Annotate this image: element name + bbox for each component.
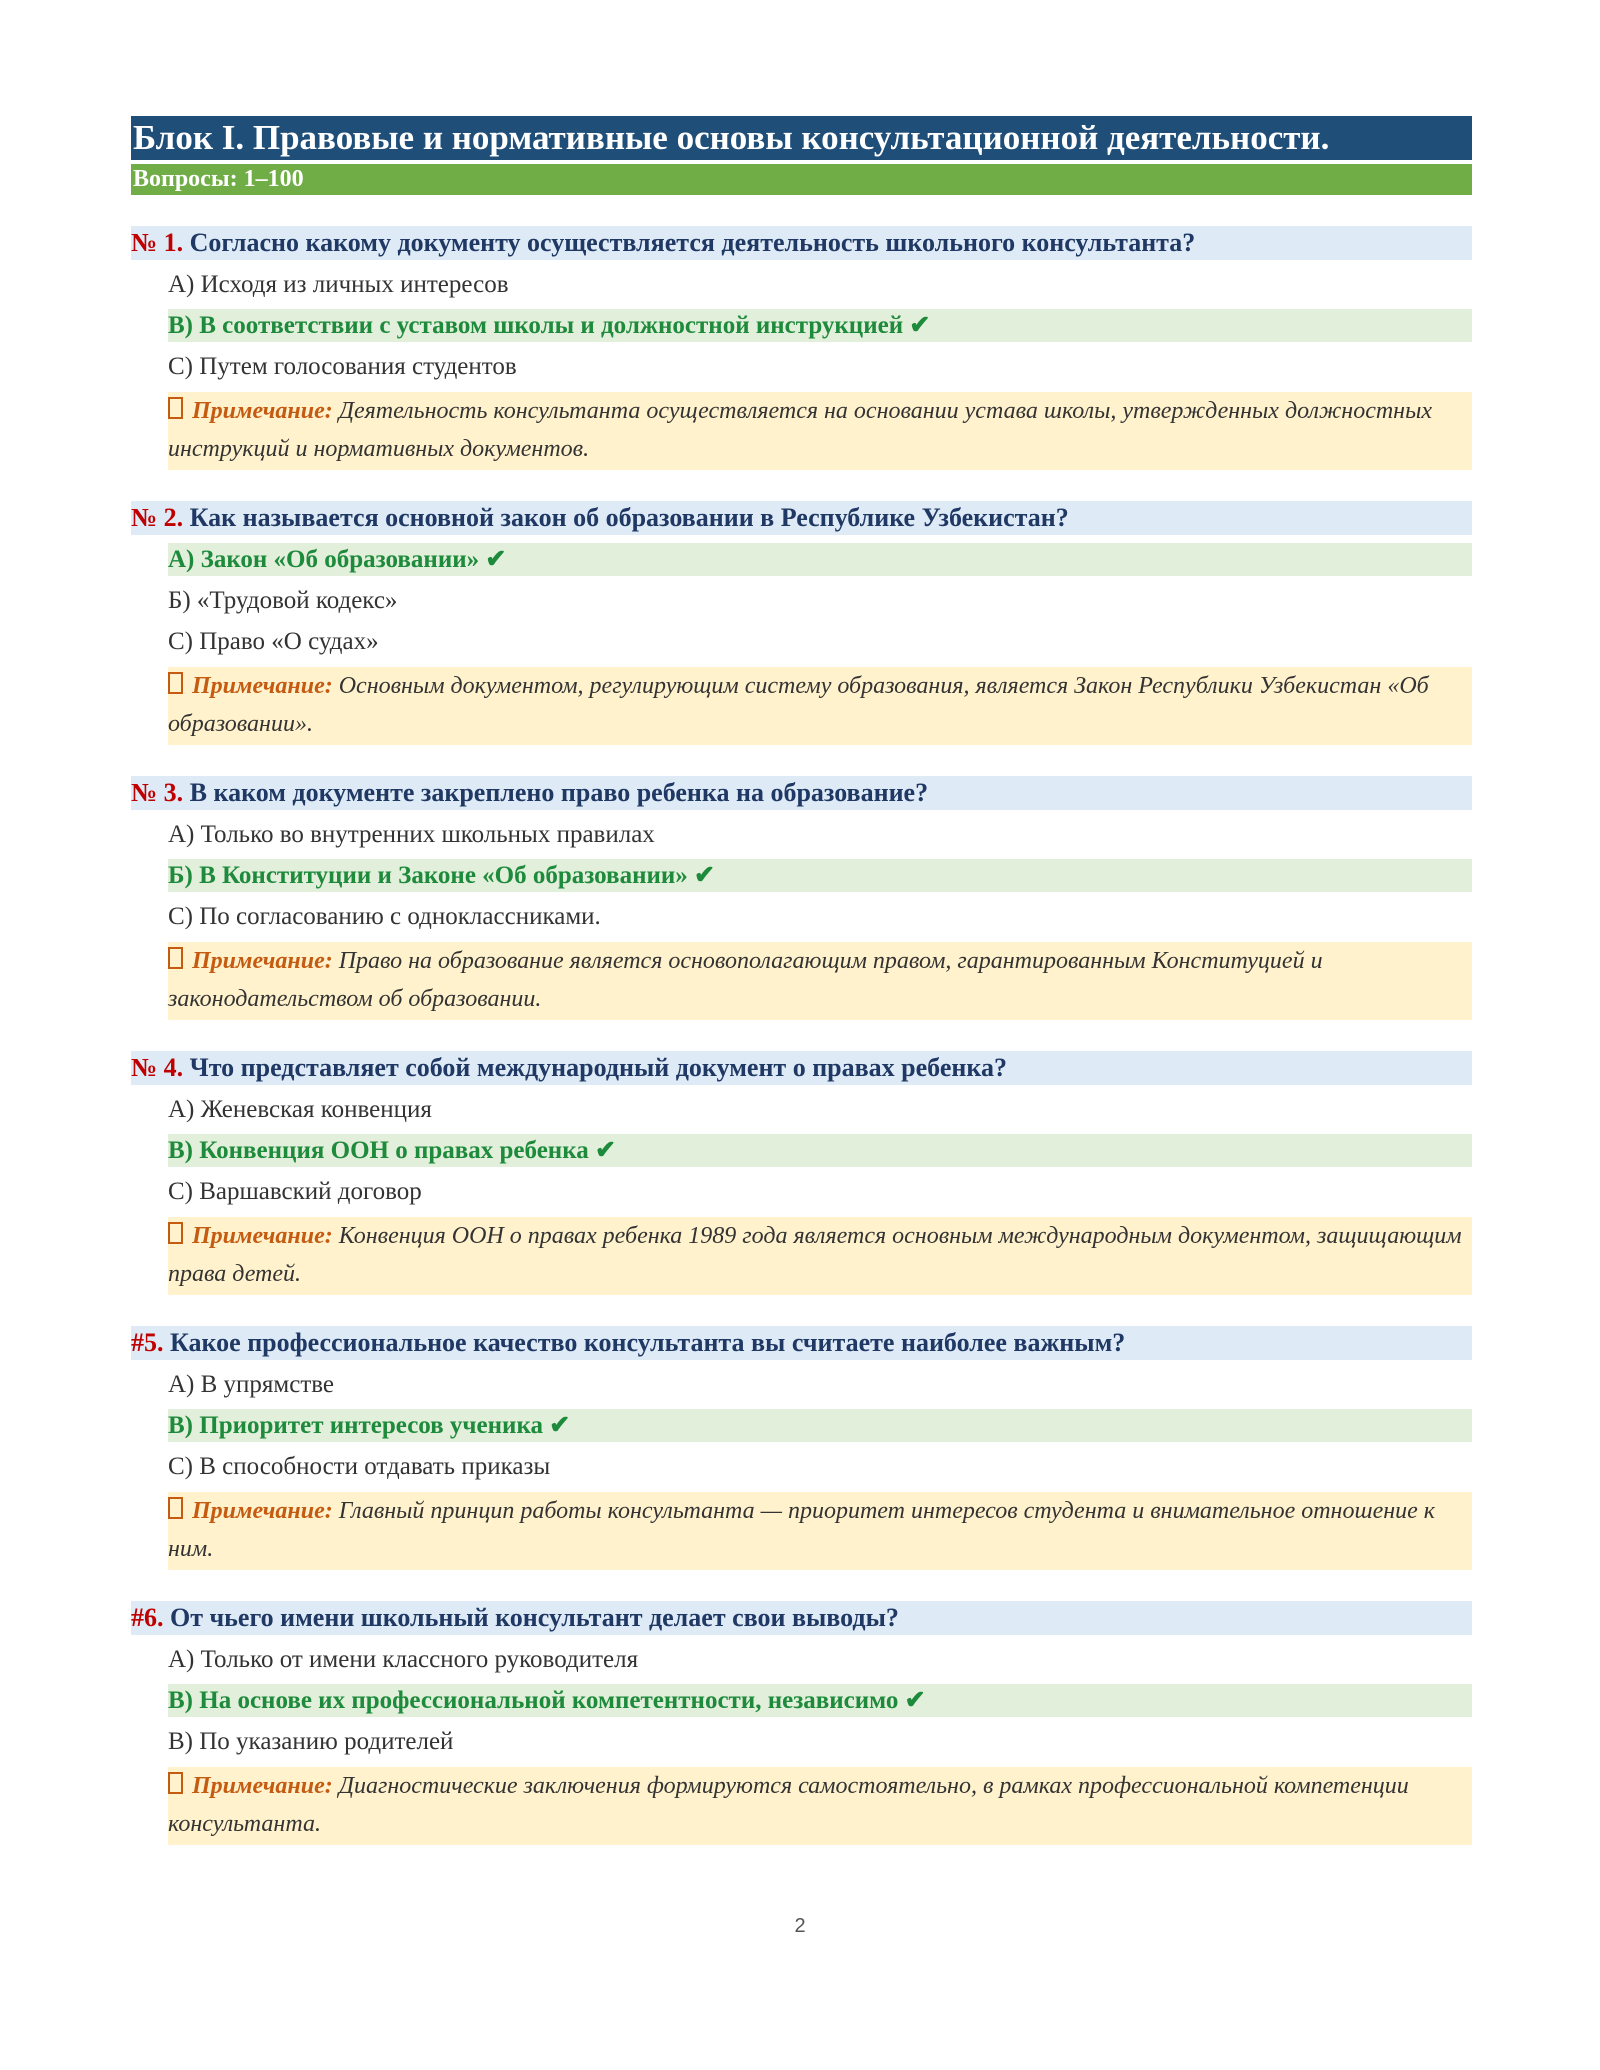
correct-answer-option: В) Конвенция ООН о правах ребенка ✔ — [168, 1134, 1472, 1167]
note-box — [168, 1492, 1472, 1570]
note-text: Главный принцип работы консультанта — приоритет интересов студента и внимательное отношение к ним. — [168, 1498, 1436, 1562]
answer-option: С) В способности отдавать приказы — [168, 1453, 551, 1480]
note-label: Примечание: — [192, 673, 333, 699]
note-box — [168, 1767, 1472, 1845]
question-1 — [131, 226, 1472, 470]
note-label: Примечание: — [192, 1773, 333, 1799]
answer-option: А) Женевская конвенция — [168, 1096, 432, 1123]
correct-answer-option: В) На основе их профессиональной компетентности, независимо ✔ — [168, 1684, 1472, 1717]
question-5 — [131, 1326, 1472, 1570]
question-number: № 2. — [131, 503, 184, 532]
correct-answer-option: А) Закон «Об образовании» ✔ — [168, 543, 1472, 576]
question-number: № 1. — [131, 228, 184, 257]
correct-answer-option: Б) В Конституции и Законе «Об образовании» ✔ — [168, 859, 1472, 892]
note-icon — [168, 1222, 183, 1244]
correct-answer-option: В) В соответствии с уставом школы и должностной инструкцией ✔ — [168, 309, 1472, 342]
question-number: #6. — [131, 1603, 164, 1632]
question-text: Как называется основной закон об образовании в Республике Узбекистан? — [189, 503, 1069, 532]
question-header — [131, 1601, 1472, 1635]
question-header — [131, 1051, 1472, 1085]
question-text: Какое профессиональное качество консультанта вы считаете наиболее важным? — [170, 1328, 1126, 1357]
page-number: 2 — [794, 1915, 806, 1937]
question-4 — [131, 1051, 1472, 1295]
correct-answer-option: В) Приоритет интересов ученика ✔ — [168, 1409, 1472, 1442]
note-icon — [168, 1497, 183, 1519]
answer-option: А) В упрямстве — [168, 1371, 335, 1398]
answer-option: А) Только во внутренних школьных правилах — [168, 821, 655, 848]
note-label: Примечание: — [192, 398, 333, 424]
question-header — [131, 776, 1472, 810]
note-label: Примечание: — [192, 948, 333, 974]
note-box — [168, 667, 1472, 745]
answer-option: Б) «Трудовой кодекс» — [168, 587, 398, 614]
answer-option: А) Исходя из личных интересов — [168, 271, 509, 298]
question-header — [131, 226, 1472, 260]
question-header — [131, 501, 1472, 535]
document-page — [131, 116, 1472, 1845]
answer-option: В) По указанию родителей — [168, 1728, 454, 1755]
answer-option: С) Варшавский договор — [168, 1178, 422, 1205]
block-subtitle: Вопросы: 1–100 — [131, 164, 1472, 195]
block-title: Блок I. Правовые и нормативные основы консультационной деятельности. — [131, 116, 1472, 160]
note-text: Диагностические заключения формируются самостоятельно, в рамках профессиональной компетенции консультанта. — [168, 1773, 1409, 1837]
question-text: Что представляет собой международный документ о правах ребенка? — [189, 1053, 1007, 1082]
question-6 — [131, 1601, 1472, 1845]
note-text: Основным документом, регулирующим систему образования, является Закон Республики Узбекистан «Об образовании». — [168, 673, 1429, 737]
note-label: Примечание: — [192, 1498, 333, 1524]
note-box — [168, 392, 1472, 470]
note-icon — [168, 947, 183, 969]
question-number: № 4. — [131, 1053, 184, 1082]
note-icon — [168, 397, 183, 419]
answer-option: С) Право «О судах» — [168, 628, 379, 655]
question-text: Согласно какому документу осуществляется деятельность школьного консультанта? — [189, 228, 1196, 257]
answer-option: С) По согласованию с одноклассниками. — [168, 903, 601, 930]
note-text: Деятельность консультанта осуществляется на основании устава школы, утвержденных должностных инструкций и нормативных документов. — [168, 398, 1432, 462]
question-number: № 3. — [131, 778, 184, 807]
question-header — [131, 1326, 1472, 1360]
note-icon — [168, 1772, 183, 1794]
note-icon — [168, 672, 183, 694]
question-number: #5. — [131, 1328, 164, 1357]
answer-option: А) Только от имени классного руководителя — [168, 1646, 639, 1673]
question-3 — [131, 776, 1472, 1020]
note-label: Примечание: — [192, 1223, 333, 1249]
answer-option: С) Путем голосования студентов — [168, 353, 517, 380]
question-text: От чьего имени школьный консультант делает свои выводы? — [170, 1603, 899, 1632]
note-box — [168, 942, 1472, 1020]
note-text: Право на образование является основополагающим правом, гарантированным Конституцией и законодательством об образовании. — [168, 948, 1323, 1012]
question-2 — [131, 501, 1472, 745]
question-text: В каком документе закреплено право ребенка на образование? — [189, 778, 929, 807]
note-text: Конвенция ООН о правах ребенка 1989 года является основным международным документом, защищающим права детей. — [168, 1223, 1462, 1287]
note-box — [168, 1217, 1472, 1295]
